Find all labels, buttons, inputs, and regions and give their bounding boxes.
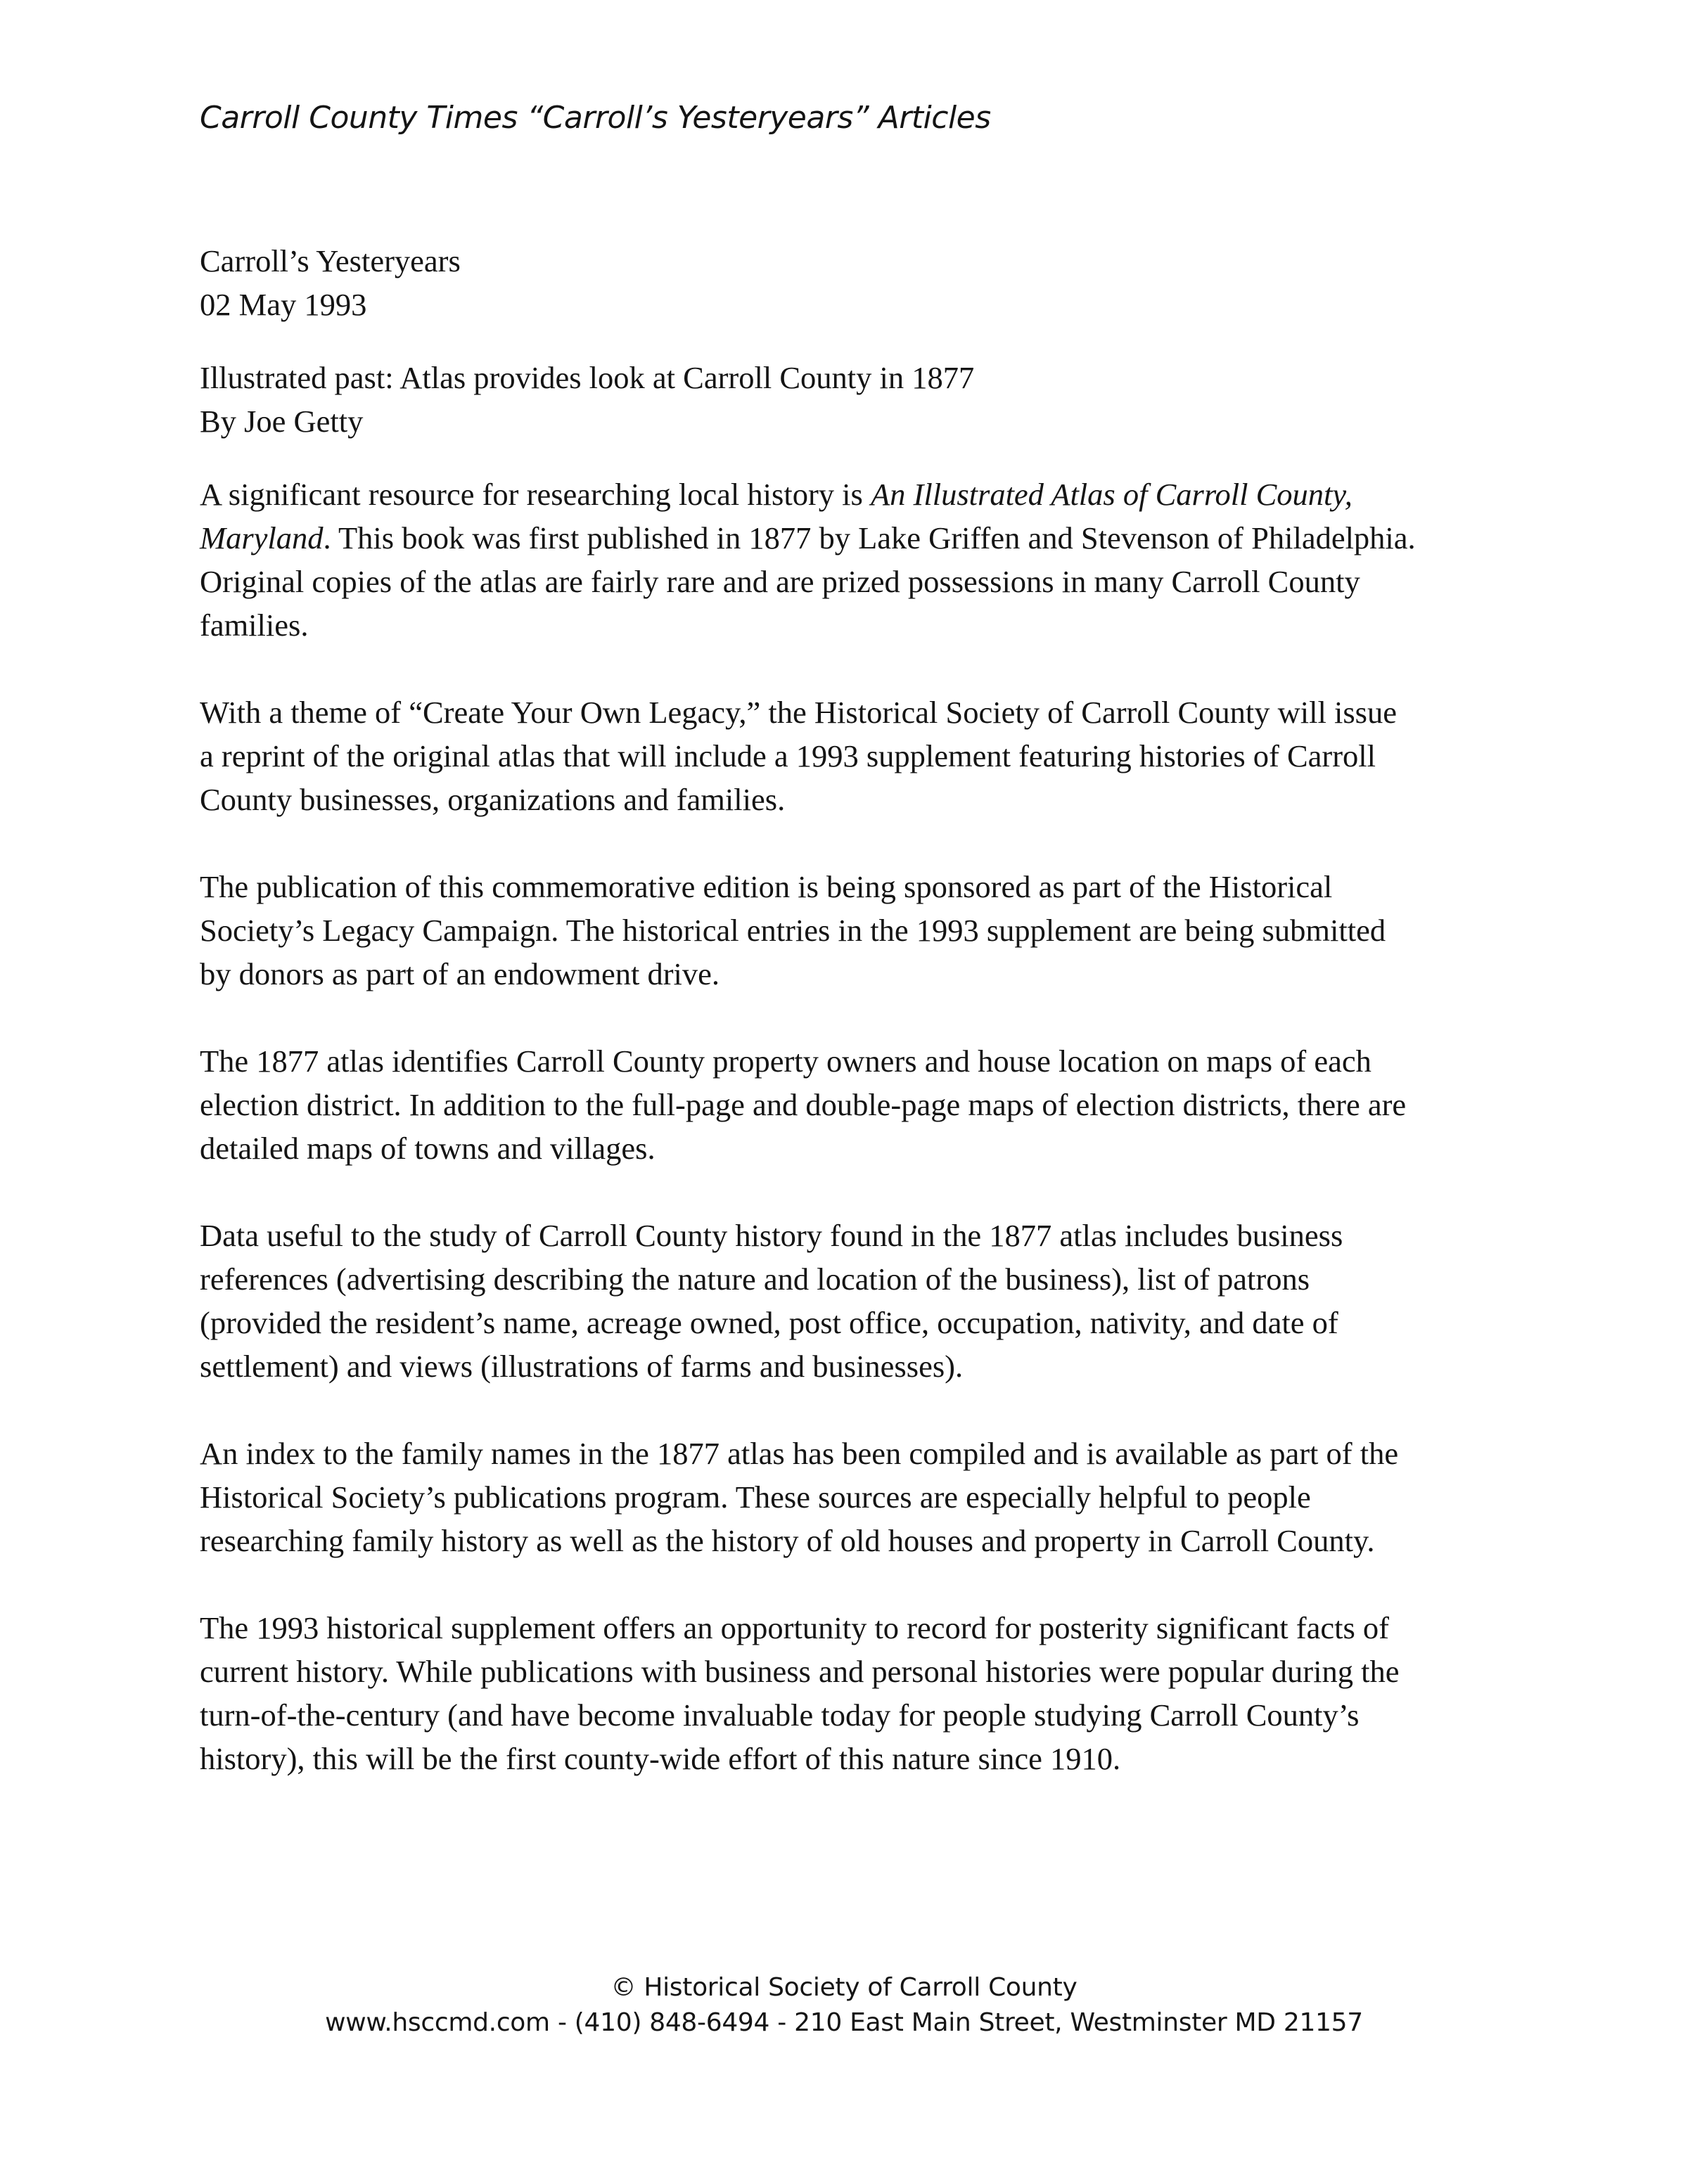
paragraph-line: Maryland. This book was first published in 1877 by Lake Griffen and Stevenson of Philadelphia.: [200, 520, 1416, 555]
paragraph-3: [200, 865, 1522, 996]
paragraph-line: references (advertising describing the nature and location of the business), list of patrons: [200, 1261, 1310, 1297]
article: [200, 239, 1522, 1780]
column-name: Carroll’s Yesteryears: [200, 243, 461, 278]
atlas-title-cont: Maryland: [200, 520, 324, 555]
paragraph-line: Historical Society’s publications program. These sources are especially helpful to people: [200, 1479, 1311, 1515]
paragraph-line: by donors as part of an endowment drive.: [200, 956, 720, 991]
paragraph-1: [200, 473, 1522, 647]
paragraph-7: [200, 1606, 1522, 1780]
paragraph-line: settlement) and views (illustrations of farms and businesses).: [200, 1349, 964, 1384]
paragraph-line: researching family history as well as the history of old houses and property in Carroll County.: [200, 1523, 1375, 1558]
paragraph-line: election district. In addition to the full-page and double-page maps of election districts, there are: [200, 1087, 1407, 1122]
paragraph-line: The publication of this commemorative edition is being sponsored as part of the Historical: [200, 869, 1333, 904]
article-byline: By Joe Getty: [200, 404, 364, 439]
paragraph-6: [200, 1432, 1522, 1562]
page-footer: [0, 1970, 1688, 2041]
paragraph-line: Society’s Legacy Campaign. The historical entries in the 1993 supplement are being submitted: [200, 913, 1386, 948]
paragraph-line: Original copies of the atlas are fairly rare and are prized possessions in many Carroll County: [200, 564, 1360, 599]
copyright-line: © Historical Society of Carroll County: [610, 1973, 1078, 2002]
paragraph-4: [200, 1039, 1522, 1170]
paragraph-line: With a theme of “Create Your Own Legacy,” the Historical Society of Carroll County will issue: [200, 695, 1397, 730]
contact-line: www.hsccmd.com - (410) 848-6494 - 210 East Main Street, Westminster MD 21157: [325, 2008, 1363, 2037]
paragraph-line: history), this will be the first county-wide effort of this nature since 1910.: [200, 1741, 1121, 1776]
article-date: 02 May 1993: [200, 287, 367, 322]
atlas-title: An Illustrated Atlas of Carroll County,: [870, 477, 1353, 512]
paragraph-2: [200, 690, 1522, 821]
paragraph-line: families.: [200, 608, 309, 643]
paragraph-5: [200, 1214, 1522, 1388]
article-headline: Illustrated past: Atlas provides look at Carroll County in 1877: [200, 360, 975, 395]
paragraph-line: The 1993 historical supplement offers an opportunity to record for posterity significant facts of: [200, 1610, 1389, 1645]
paragraph-line: detailed maps of towns and villages.: [200, 1131, 656, 1166]
paragraph-line: County businesses, organizations and families.: [200, 782, 786, 817]
paragraph-line: Data useful to the study of Carroll County history found in the 1877 atlas includes business: [200, 1218, 1343, 1253]
paragraph-line: A significant resource for researching local history is An Illustrated Atlas of Carroll County,: [200, 477, 1353, 512]
page-header: Carroll County Times “Carroll’s Yesteryears” Articles: [200, 100, 991, 136]
paragraph-line: An index to the family names in the 1877 atlas has been compiled and is available as part of the: [200, 1436, 1399, 1471]
paragraph-line: The 1877 atlas identifies Carroll County property owners and house location on maps of each: [200, 1043, 1372, 1079]
paragraph-line: (provided the resident’s name, acreage owned, post office, occupation, nativity, and date of: [200, 1305, 1338, 1340]
paragraph-line: a reprint of the original atlas that will include a 1993 supplement featuring histories of Carroll: [200, 738, 1376, 773]
paragraph-line: turn-of-the-century (and have become invaluable today for people studying Carroll County’s: [200, 1697, 1360, 1733]
paragraph-line: current history. While publications with business and personal histories were popular during the: [200, 1654, 1400, 1689]
